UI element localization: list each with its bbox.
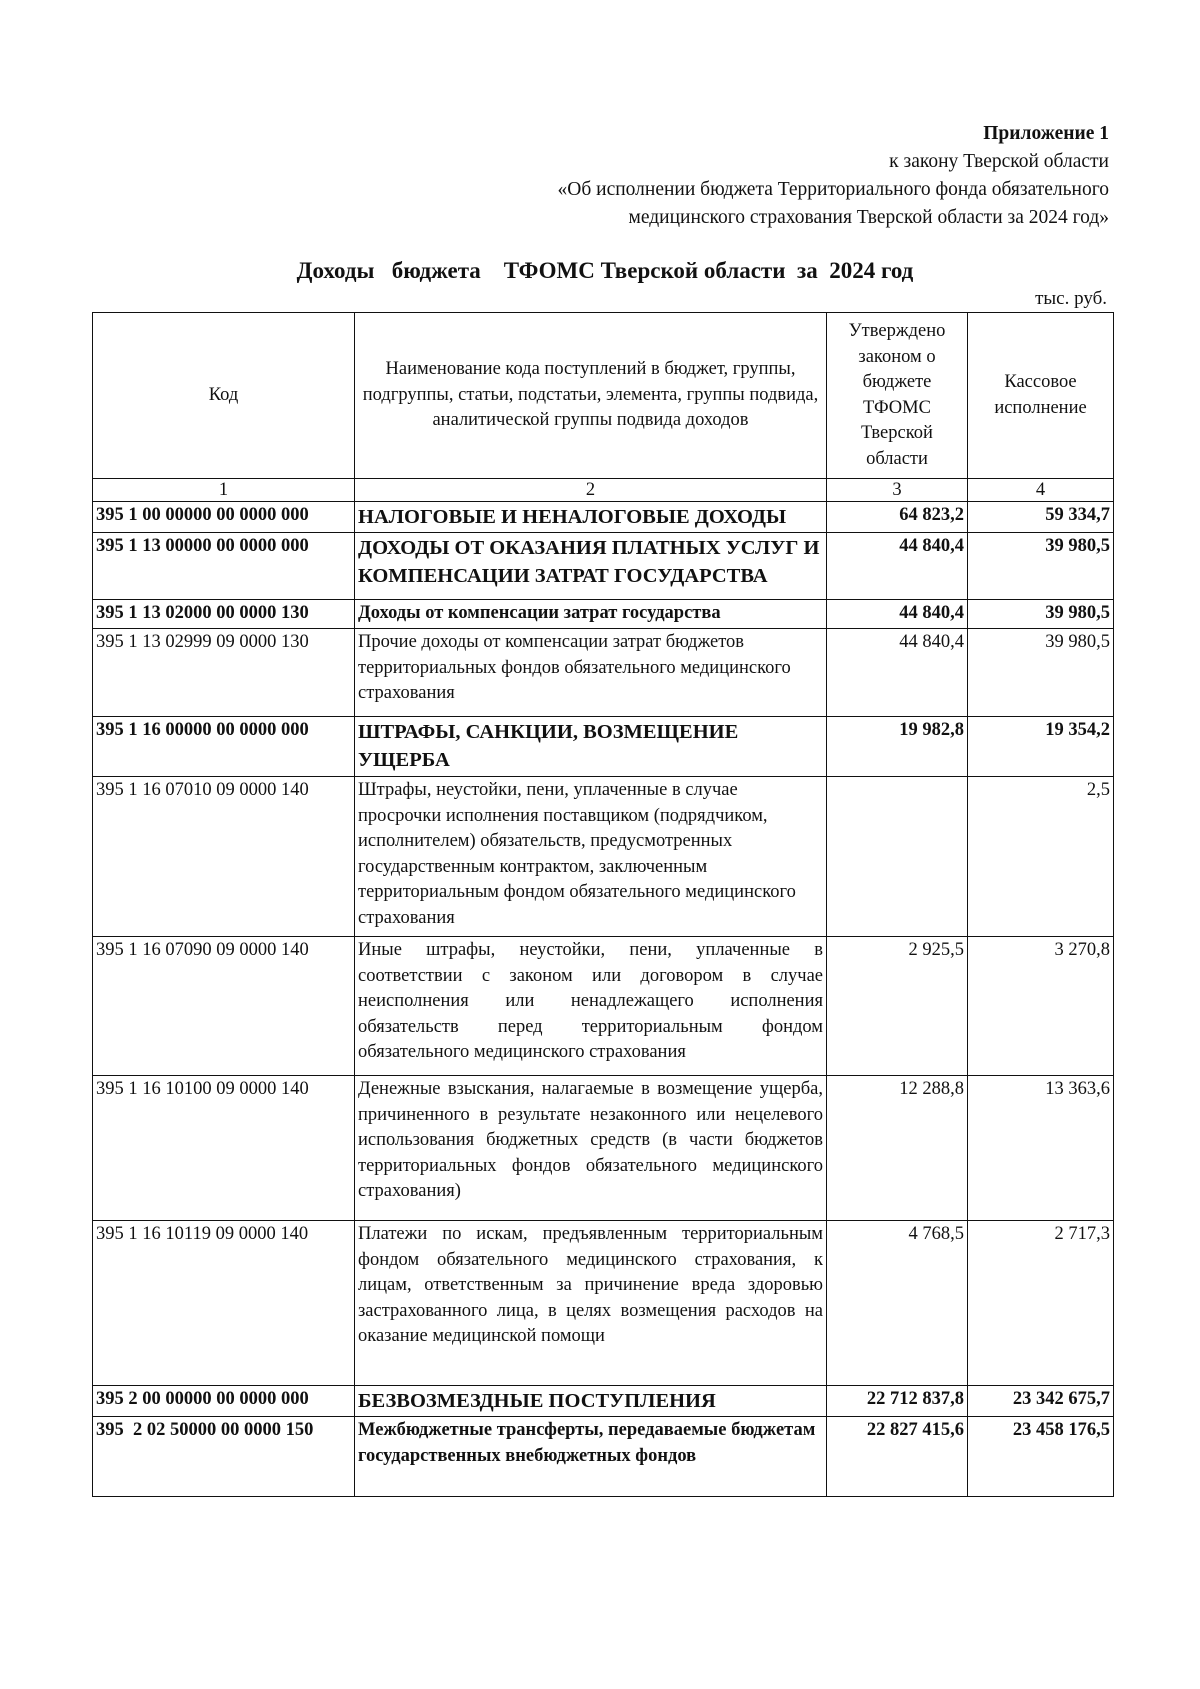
row-name: Иные штрафы, неустойки, пени, уплаченные в соответствии с законом или договором в случае неисполнения или ненадлежащего исполнения обязательств перед территориальным фондом обязательного медицинского страхования bbox=[355, 937, 827, 1076]
row-code: 395 1 16 07090 09 0000 140 bbox=[93, 937, 355, 1076]
table-row bbox=[93, 1386, 1114, 1417]
column-number: 4 bbox=[968, 479, 1114, 502]
table-row bbox=[93, 629, 1114, 717]
table-row bbox=[93, 717, 1114, 777]
row-executed: 3 270,8 bbox=[968, 937, 1114, 1076]
row-name: ШТРАФЫ, САНКЦИИ, ВОЗМЕЩЕНИЕ УЩЕРБА bbox=[355, 717, 827, 777]
row-code: 395 2 02 50000 00 0000 150 bbox=[93, 1417, 355, 1497]
table-row bbox=[93, 600, 1114, 629]
row-executed: 23 342 675,7 bbox=[968, 1386, 1114, 1417]
row-name: ДОХОДЫ ОТ ОКАЗАНИЯ ПЛАТНЫХ УСЛУГ И КОМПЕНСАЦИИ ЗАТРАТ ГОСУДАРСТВА bbox=[355, 533, 827, 600]
row-code: 395 1 13 02000 00 0000 130 bbox=[93, 600, 355, 629]
column-number: 2 bbox=[355, 479, 827, 502]
row-executed: 2,5 bbox=[968, 777, 1114, 937]
row-name: Межбюджетные трансферты, передаваемые бюджетам государственных внебюджетных фондов bbox=[355, 1417, 827, 1497]
row-executed: 2 717,3 bbox=[968, 1221, 1114, 1386]
header-approved: Утверждено законом о бюджете ТФОМС Тверской области bbox=[827, 313, 968, 479]
table-row bbox=[93, 533, 1114, 600]
row-name: Прочие доходы от компенсации затрат бюджетов территориальных фондов обязательного медицинского страхования bbox=[355, 629, 827, 717]
row-executed: 13 363,6 bbox=[968, 1076, 1114, 1221]
appendix-header bbox=[558, 120, 1110, 232]
row-executed: 39 980,5 bbox=[968, 533, 1114, 600]
header-name: Наименование кода поступлений в бюджет, группы, подгруппы, статьи, подстатьи, элемента, группы подвида, аналитической группы подвида доходов bbox=[355, 313, 827, 479]
row-executed: 39 980,5 bbox=[968, 600, 1114, 629]
row-executed: 23 458 176,5 bbox=[968, 1417, 1114, 1497]
row-approved: 44 840,4 bbox=[827, 533, 968, 600]
table-row bbox=[93, 1221, 1114, 1386]
row-executed: 39 980,5 bbox=[968, 629, 1114, 717]
table-row bbox=[93, 1417, 1114, 1497]
row-approved: 64 823,2 bbox=[827, 502, 968, 533]
row-name: БЕЗВОЗМЕЗДНЫЕ ПОСТУПЛЕНИЯ bbox=[355, 1386, 827, 1417]
row-code: 395 1 13 02999 09 0000 130 bbox=[93, 629, 355, 717]
row-approved: 44 840,4 bbox=[827, 629, 968, 717]
column-number: 1 bbox=[93, 479, 355, 502]
table-row bbox=[93, 1076, 1114, 1221]
row-code: 395 1 16 10119 09 0000 140 bbox=[93, 1221, 355, 1386]
row-code: 395 1 16 07010 09 0000 140 bbox=[93, 777, 355, 937]
row-approved bbox=[827, 777, 968, 937]
income-table bbox=[92, 312, 1114, 1497]
row-code: 395 1 16 10100 09 0000 140 bbox=[93, 1076, 355, 1221]
document-title: Доходы бюджета ТФОМС Тверской области за 2024 год bbox=[296, 258, 914, 283]
header-code: Код bbox=[93, 313, 355, 479]
appendix-line-3: медицинского страхования Тверской области за 2024 год» bbox=[628, 207, 1109, 228]
column-number-row bbox=[93, 479, 1114, 502]
appendix-title: Приложение 1 bbox=[983, 123, 1109, 144]
table-header-row bbox=[93, 313, 1114, 479]
row-code: 395 1 16 00000 00 0000 000 bbox=[93, 717, 355, 777]
row-name: Платежи по искам, предъявленным территориальным фондом обязательного медицинского страхования, к лицам, ответственным за причинение вреда здоровью застрахованного лица, в целях возмещения расходов на оказание медицинской помощи bbox=[355, 1221, 827, 1386]
row-approved: 22 827 415,6 bbox=[827, 1417, 968, 1497]
units-label: тыс. руб. bbox=[1035, 288, 1107, 309]
row-code: 395 1 00 00000 00 0000 000 bbox=[93, 502, 355, 533]
row-approved: 12 288,8 bbox=[827, 1076, 968, 1221]
row-approved: 4 768,5 bbox=[827, 1221, 968, 1386]
row-executed: 19 354,2 bbox=[968, 717, 1114, 777]
row-name: Денежные взыскания, налагаемые в возмещение ущерба, причиненного в результате незаконного или нецелевого использования бюджетных средств (в части бюджетов территориальных фондов обязательного медицинского страхования) bbox=[355, 1076, 827, 1221]
row-approved: 19 982,8 bbox=[827, 717, 968, 777]
row-name: Штрафы, неустойки, пени, уплаченные в случае просрочки исполнения поставщиком (подрядчиком, исполнителем) обязательств, предусмотренных государственным контрактом, заключенным территориальным фондом обязательного медицинского страхования bbox=[355, 777, 827, 937]
row-code: 395 1 13 00000 00 0000 000 bbox=[93, 533, 355, 600]
row-approved: 22 712 837,8 bbox=[827, 1386, 968, 1417]
appendix-line-2: «Об исполнении бюджета Территориального фонда обязательного bbox=[557, 179, 1109, 200]
row-executed: 59 334,7 bbox=[968, 502, 1114, 533]
column-number: 3 bbox=[827, 479, 968, 502]
header-executed: Кассовое исполнение bbox=[968, 313, 1114, 479]
row-code: 395 2 00 00000 00 0000 000 bbox=[93, 1386, 355, 1417]
row-name: НАЛОГОВЫЕ И НЕНАЛОГОВЫЕ ДОХОДЫ bbox=[355, 502, 827, 533]
row-approved: 2 925,5 bbox=[827, 937, 968, 1076]
appendix-line-1: к закону Тверской области bbox=[889, 151, 1109, 172]
table-row bbox=[93, 937, 1114, 1076]
table-row bbox=[93, 502, 1114, 533]
row-approved: 44 840,4 bbox=[827, 600, 968, 629]
row-name: Доходы от компенсации затрат государства bbox=[355, 600, 827, 629]
table-row bbox=[93, 777, 1114, 937]
